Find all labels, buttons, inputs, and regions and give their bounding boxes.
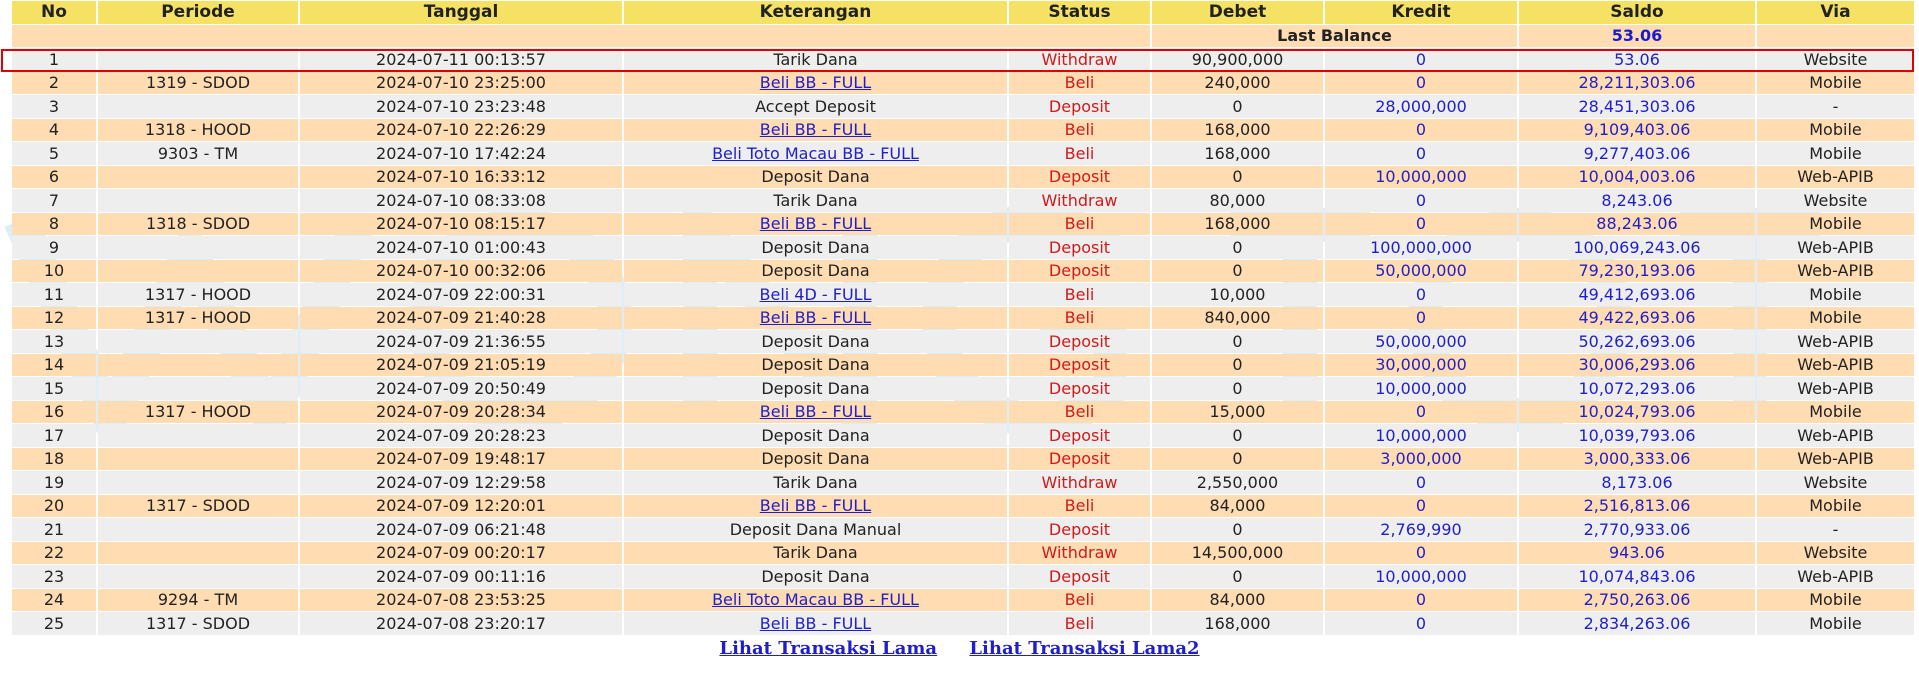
cell-saldo: 2,516,813.06 (1519, 495, 1755, 518)
cell-via: Web-APIB (1757, 260, 1914, 283)
cell-status: Beli (1009, 283, 1150, 306)
cell-tanggal: 2024-07-09 21:36:55 (300, 330, 622, 353)
cell-debet: 0 (1152, 377, 1323, 400)
cell-kredit: 50,000,000 (1325, 260, 1517, 283)
last-balance-spacer (12, 25, 1150, 48)
cell-tanggal: 2024-07-10 17:42:24 (300, 142, 622, 165)
cell-status: Deposit (1009, 95, 1150, 118)
cell-via: Mobile (1757, 119, 1914, 142)
cell-via: Mobile (1757, 72, 1914, 95)
table-row (12, 354, 1914, 377)
table-row (12, 48, 1914, 71)
cell-tanggal: 2024-07-09 12:20:01 (300, 495, 622, 518)
cell-saldo: 49,412,693.06 (1519, 283, 1755, 306)
cell-keterangan (624, 142, 1007, 165)
cell-periode: 1317 - HOOD (98, 283, 298, 306)
cell-keterangan: Accept Deposit (624, 95, 1007, 118)
keterangan-link[interactable]: Beli BB - FULL (759, 120, 872, 140)
cell-status: Beli (1009, 589, 1150, 612)
cell-saldo: 10,024,793.06 (1519, 401, 1755, 424)
cell-status: Beli (1009, 401, 1150, 424)
link-lihat-transaksi-lama[interactable]: Lihat Transaksi Lama (719, 638, 938, 659)
cell-keterangan (624, 307, 1007, 330)
cell-saldo: 2,750,263.06 (1519, 589, 1755, 612)
cell-debet: 80,000 (1152, 189, 1323, 212)
cell-debet: 0 (1152, 330, 1323, 353)
cell-kredit: 0 (1325, 307, 1517, 330)
cell-keterangan: Tarik Dana (624, 48, 1007, 71)
cell-periode: 9303 - TM (98, 142, 298, 165)
cell-saldo: 10,039,793.06 (1519, 424, 1755, 447)
cell-no: 17 (12, 424, 96, 447)
table-row (12, 95, 1914, 118)
cell-no: 18 (12, 448, 96, 471)
cell-saldo: 10,074,843.06 (1519, 565, 1755, 588)
cell-status: Deposit (1009, 424, 1150, 447)
cell-kredit: 10,000,000 (1325, 424, 1517, 447)
cell-kredit: 0 (1325, 495, 1517, 518)
header-periode: Periode (98, 1, 298, 24)
last-balance-value: 53.06 (1519, 25, 1755, 48)
cell-kredit: 0 (1325, 589, 1517, 612)
cell-via: Web-APIB (1757, 448, 1914, 471)
cell-periode: 1317 - SDOD (98, 495, 298, 518)
cell-via: Mobile (1757, 307, 1914, 330)
cell-no: 13 (12, 330, 96, 353)
cell-keterangan (624, 72, 1007, 95)
cell-keterangan: Deposit Dana (624, 236, 1007, 259)
header-status: Status (1009, 1, 1150, 24)
cell-debet: 168,000 (1152, 119, 1323, 142)
cell-tanggal: 2024-07-10 23:25:00 (300, 72, 622, 95)
cell-tanggal: 2024-07-09 06:21:48 (300, 518, 622, 541)
cell-via: Mobile (1757, 401, 1914, 424)
table-row (12, 119, 1914, 142)
cell-debet: 840,000 (1152, 307, 1323, 330)
cell-via: Mobile (1757, 283, 1914, 306)
cell-debet: 0 (1152, 236, 1323, 259)
cell-debet: 0 (1152, 518, 1323, 541)
cell-periode: 1317 - SDOD (98, 612, 298, 635)
cell-via: Website (1757, 189, 1914, 212)
table-row (12, 401, 1914, 424)
cell-status: Withdraw (1009, 189, 1150, 212)
transaction-table-container (10, 0, 1916, 636)
cell-saldo: 53.06 (1519, 48, 1755, 71)
transaction-table (10, 0, 1916, 636)
cell-keterangan (624, 283, 1007, 306)
cell-via: - (1757, 518, 1914, 541)
table-row (12, 495, 1914, 518)
header-saldo: Saldo (1519, 1, 1755, 24)
cell-saldo: 10,072,293.06 (1519, 377, 1755, 400)
cell-kredit: 0 (1325, 213, 1517, 236)
cell-debet: 240,000 (1152, 72, 1323, 95)
cell-keterangan: Deposit Dana (624, 260, 1007, 283)
cell-via: Mobile (1757, 495, 1914, 518)
cell-status: Deposit (1009, 565, 1150, 588)
cell-kredit: 3,000,000 (1325, 448, 1517, 471)
table-row (12, 283, 1914, 306)
cell-debet: 15,000 (1152, 401, 1323, 424)
cell-no: 5 (12, 142, 96, 165)
cell-kredit: 0 (1325, 72, 1517, 95)
cell-kredit: 30,000,000 (1325, 354, 1517, 377)
last-balance-label: Last Balance (1152, 25, 1517, 48)
cell-status: Beli (1009, 72, 1150, 95)
cell-via: Mobile (1757, 142, 1914, 165)
table-row (12, 72, 1914, 95)
cell-debet: 10,000 (1152, 283, 1323, 306)
cell-saldo: 28,211,303.06 (1519, 72, 1755, 95)
cell-kredit: 10,000,000 (1325, 377, 1517, 400)
cell-kredit: 0 (1325, 142, 1517, 165)
cell-tanggal: 2024-07-10 01:00:43 (300, 236, 622, 259)
cell-via: Mobile (1757, 213, 1914, 236)
cell-keterangan: Deposit Dana (624, 424, 1007, 447)
cell-keterangan: Deposit Dana (624, 354, 1007, 377)
table-row (12, 424, 1914, 447)
cell-tanggal: 2024-07-08 23:53:25 (300, 589, 622, 612)
cell-debet: 2,550,000 (1152, 471, 1323, 494)
cell-status: Deposit (1009, 236, 1150, 259)
cell-kredit: 0 (1325, 612, 1517, 635)
table-row (12, 213, 1914, 236)
cell-tanggal: 2024-07-09 21:05:19 (300, 354, 622, 377)
cell-kredit: 0 (1325, 119, 1517, 142)
cell-no: 16 (12, 401, 96, 424)
cell-via: Website (1757, 48, 1914, 71)
cell-debet: 84,000 (1152, 495, 1323, 518)
cell-status: Deposit (1009, 330, 1150, 353)
cell-tanggal: 2024-07-09 21:40:28 (300, 307, 622, 330)
cell-status: Deposit (1009, 518, 1150, 541)
keterangan-link[interactable]: Beli Toto Macau BB - FULL (712, 590, 919, 610)
cell-kredit: 10,000,000 (1325, 565, 1517, 588)
cell-saldo: 30,006,293.06 (1519, 354, 1755, 377)
cell-no: 6 (12, 166, 96, 189)
cell-no: 9 (12, 236, 96, 259)
cell-periode: 1318 - HOOD (98, 119, 298, 142)
cell-tanggal: 2024-07-09 00:11:16 (300, 565, 622, 588)
cell-via: Mobile (1757, 612, 1914, 635)
cell-saldo: 2,770,933.06 (1519, 518, 1755, 541)
table-row (12, 589, 1914, 612)
cell-saldo: 9,277,403.06 (1519, 142, 1755, 165)
cell-saldo: 28,451,303.06 (1519, 95, 1755, 118)
table-row (12, 236, 1914, 259)
cell-periode (98, 424, 298, 447)
cell-status: Withdraw (1009, 542, 1150, 565)
cell-via: Web-APIB (1757, 565, 1914, 588)
cell-via: Website (1757, 471, 1914, 494)
header-no: No (12, 1, 96, 24)
header-kredit: Kredit (1325, 1, 1517, 24)
cell-keterangan: Deposit Dana (624, 565, 1007, 588)
cell-tanggal: 2024-07-10 08:15:17 (300, 213, 622, 236)
cell-via: Web-APIB (1757, 424, 1914, 447)
cell-status: Withdraw (1009, 48, 1150, 71)
cell-periode (98, 354, 298, 377)
cell-saldo: 2,834,263.06 (1519, 612, 1755, 635)
keterangan-link[interactable]: Beli BB - FULL (759, 496, 872, 516)
cell-no: 4 (12, 119, 96, 142)
cell-via: Web-APIB (1757, 236, 1914, 259)
keterangan-link[interactable]: Beli BB - FULL (759, 214, 872, 234)
cell-debet: 0 (1152, 95, 1323, 118)
cell-tanggal: 2024-07-09 20:28:23 (300, 424, 622, 447)
cell-status: Beli (1009, 612, 1150, 635)
cell-status: Deposit (1009, 166, 1150, 189)
cell-tanggal: 2024-07-10 00:32:06 (300, 260, 622, 283)
cell-status: Beli (1009, 307, 1150, 330)
cell-periode (98, 448, 298, 471)
keterangan-link[interactable]: Beli BB - FULL (759, 613, 872, 633)
cell-saldo: 8,173.06 (1519, 471, 1755, 494)
cell-keterangan: Deposit Dana (624, 166, 1007, 189)
table-row (12, 612, 1914, 635)
cell-kredit: 10,000,000 (1325, 166, 1517, 189)
cell-saldo: 100,069,243.06 (1519, 236, 1755, 259)
cell-tanggal: 2024-07-10 22:26:29 (300, 119, 622, 142)
cell-tanggal: 2024-07-10 23:23:48 (300, 95, 622, 118)
cell-keterangan: Deposit Dana (624, 330, 1007, 353)
cell-status: Beli (1009, 495, 1150, 518)
cell-no: 22 (12, 542, 96, 565)
cell-kredit: 0 (1325, 48, 1517, 71)
cell-via: Web-APIB (1757, 377, 1914, 400)
cell-keterangan: Deposit Dana (624, 448, 1007, 471)
cell-debet: 0 (1152, 354, 1323, 377)
cell-kredit: 100,000,000 (1325, 236, 1517, 259)
cell-tanggal: 2024-07-09 12:29:58 (300, 471, 622, 494)
cell-saldo: 9,109,403.06 (1519, 119, 1755, 142)
cell-no: 14 (12, 354, 96, 377)
table-row (12, 142, 1914, 165)
cell-no: 8 (12, 213, 96, 236)
cell-tanggal: 2024-07-09 22:00:31 (300, 283, 622, 306)
cell-debet: 168,000 (1152, 142, 1323, 165)
cell-no: 21 (12, 518, 96, 541)
cell-debet: 0 (1152, 565, 1323, 588)
cell-saldo: 49,422,693.06 (1519, 307, 1755, 330)
cell-periode (98, 236, 298, 259)
cell-periode (98, 471, 298, 494)
footer-links (0, 638, 1919, 659)
cell-no: 15 (12, 377, 96, 400)
header-via: Via (1757, 1, 1914, 24)
cell-no: 11 (12, 283, 96, 306)
cell-keterangan (624, 612, 1007, 635)
cell-kredit: 50,000,000 (1325, 330, 1517, 353)
cell-tanggal: 2024-07-10 16:33:12 (300, 166, 622, 189)
cell-keterangan: Tarik Dana (624, 542, 1007, 565)
cell-debet: 168,000 (1152, 612, 1323, 635)
cell-saldo: 50,262,693.06 (1519, 330, 1755, 353)
cell-kredit: 2,769,990 (1325, 518, 1517, 541)
cell-status: Deposit (1009, 448, 1150, 471)
cell-status: Withdraw (1009, 471, 1150, 494)
cell-via: Web-APIB (1757, 354, 1914, 377)
cell-debet: 14,500,000 (1152, 542, 1323, 565)
cell-debet: 0 (1152, 448, 1323, 471)
cell-saldo: 10,004,003.06 (1519, 166, 1755, 189)
cell-no: 20 (12, 495, 96, 518)
table-row (12, 542, 1914, 565)
cell-saldo: 943.06 (1519, 542, 1755, 565)
cell-keterangan (624, 401, 1007, 424)
link-lihat-transaksi-lama2[interactable]: Lihat Transaksi Lama2 (969, 638, 1200, 659)
cell-debet: 168,000 (1152, 213, 1323, 236)
cell-saldo: 8,243.06 (1519, 189, 1755, 212)
cell-no: 2 (12, 72, 96, 95)
table-row (12, 565, 1914, 588)
cell-via: Website (1757, 542, 1914, 565)
cell-kredit: 28,000,000 (1325, 95, 1517, 118)
cell-no: 25 (12, 612, 96, 635)
cell-status: Deposit (1009, 260, 1150, 283)
cell-keterangan (624, 213, 1007, 236)
last-balance-via-spacer (1757, 25, 1914, 48)
cell-status: Deposit (1009, 354, 1150, 377)
cell-periode: 1317 - HOOD (98, 401, 298, 424)
cell-debet: 0 (1152, 166, 1323, 189)
header-tanggal: Tanggal (300, 1, 622, 24)
cell-periode (98, 48, 298, 71)
cell-debet: 0 (1152, 424, 1323, 447)
cell-periode (98, 377, 298, 400)
cell-periode: 1317 - HOOD (98, 307, 298, 330)
cell-periode (98, 166, 298, 189)
table-row (12, 330, 1914, 353)
cell-no: 12 (12, 307, 96, 330)
cell-periode (98, 542, 298, 565)
cell-periode: 1319 - SDOD (98, 72, 298, 95)
table-row (12, 377, 1914, 400)
keterangan-link[interactable]: Beli BB - FULL (759, 73, 872, 93)
cell-keterangan: Tarik Dana (624, 471, 1007, 494)
cell-periode (98, 189, 298, 212)
cell-no: 19 (12, 471, 96, 494)
cell-tanggal: 2024-07-09 19:48:17 (300, 448, 622, 471)
cell-no: 3 (12, 95, 96, 118)
cell-tanggal: 2024-07-09 20:28:34 (300, 401, 622, 424)
table-row (12, 260, 1914, 283)
cell-keterangan (624, 589, 1007, 612)
cell-status: Beli (1009, 119, 1150, 142)
cell-tanggal: 2024-07-09 00:20:17 (300, 542, 622, 565)
table-row (12, 166, 1914, 189)
keterangan-link[interactable]: Beli BB - FULL (759, 308, 872, 328)
cell-kredit: 0 (1325, 471, 1517, 494)
cell-tanggal: 2024-07-11 00:13:57 (300, 48, 622, 71)
cell-debet: 84,000 (1152, 589, 1323, 612)
header-keterangan: Keterangan (624, 1, 1007, 24)
cell-status: Deposit (1009, 377, 1150, 400)
cell-debet: 90,900,000 (1152, 48, 1323, 71)
table-row (12, 518, 1914, 541)
cell-kredit: 0 (1325, 283, 1517, 306)
cell-keterangan: Deposit Dana Manual (624, 518, 1007, 541)
cell-keterangan: Deposit Dana (624, 377, 1007, 400)
cell-periode (98, 260, 298, 283)
cell-saldo: 79,230,193.06 (1519, 260, 1755, 283)
cell-tanggal: 2024-07-08 23:20:17 (300, 612, 622, 635)
keterangan-link[interactable]: Beli Toto Macau BB - FULL (712, 143, 919, 163)
cell-via: Mobile (1757, 589, 1914, 612)
cell-kredit: 0 (1325, 401, 1517, 424)
cell-keterangan (624, 495, 1007, 518)
table-row (12, 307, 1914, 330)
cell-saldo: 88,243.06 (1519, 213, 1755, 236)
cell-periode: 1318 - SDOD (98, 213, 298, 236)
cell-keterangan (624, 119, 1007, 142)
cell-via: - (1757, 95, 1914, 118)
last-balance-row (12, 25, 1914, 48)
cell-periode (98, 95, 298, 118)
cell-saldo: 3,000,333.06 (1519, 448, 1755, 471)
cell-no: 1 (12, 48, 96, 71)
cell-kredit: 0 (1325, 189, 1517, 212)
cell-no: 23 (12, 565, 96, 588)
keterangan-link[interactable]: Beli 4D - FULL (759, 284, 872, 304)
cell-tanggal: 2024-07-09 20:50:49 (300, 377, 622, 400)
table-header-row (12, 1, 1914, 24)
cell-keterangan: Tarik Dana (624, 189, 1007, 212)
table-row (12, 471, 1914, 494)
cell-via: Web-APIB (1757, 330, 1914, 353)
cell-status: Beli (1009, 213, 1150, 236)
cell-periode (98, 518, 298, 541)
cell-periode: 9294 - TM (98, 589, 298, 612)
cell-via: Web-APIB (1757, 166, 1914, 189)
cell-tanggal: 2024-07-10 08:33:08 (300, 189, 622, 212)
cell-no: 10 (12, 260, 96, 283)
cell-debet: 0 (1152, 260, 1323, 283)
cell-periode (98, 565, 298, 588)
table-row (12, 189, 1914, 212)
cell-periode (98, 330, 298, 353)
cell-no: 7 (12, 189, 96, 212)
header-debet: Debet (1152, 1, 1323, 24)
cell-status: Beli (1009, 142, 1150, 165)
cell-kredit: 0 (1325, 542, 1517, 565)
keterangan-link[interactable]: Beli BB - FULL (759, 402, 872, 422)
table-row (12, 448, 1914, 471)
cell-no: 24 (12, 589, 96, 612)
